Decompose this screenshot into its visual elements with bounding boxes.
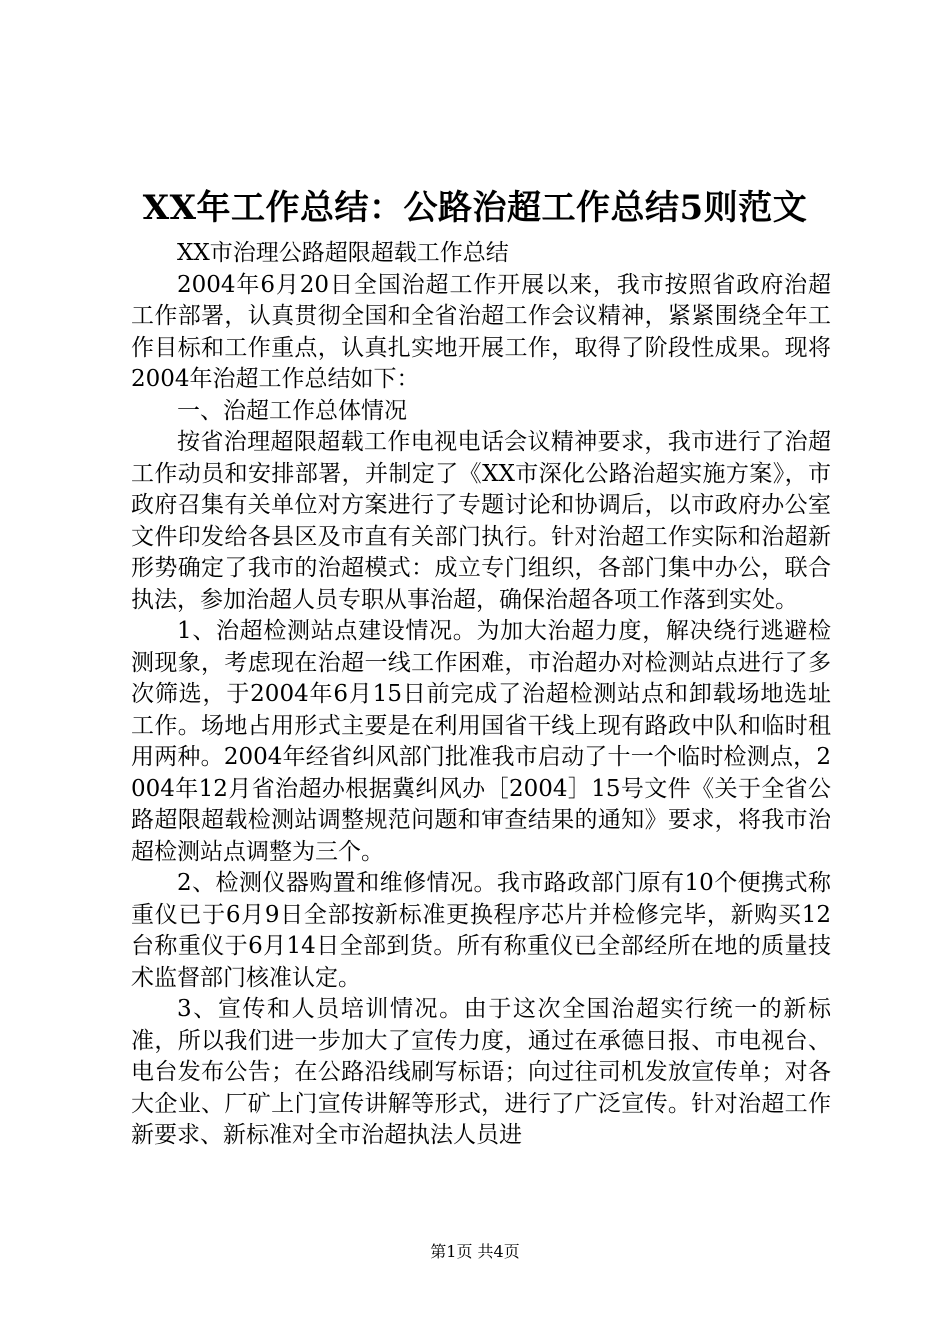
body-paragraph: 1、治超检测站点建设情况。为加大治超力度，解决绕行逃避检测现象，考虑现在治超一线工作困难，市治超办对检测站点进行了多次筛选，于2004年6月15日前完成了治超检测站点和卸载场地选址工作。场地占用形式主要是在利用国省干线上现有路政中队和临时租用两种。2004年经省纠风部门批准我市启动了十一个临时检测点，2004年12月省治超办根据冀纠风办［2004］15号文件《关于全省公路超限超载检测站调整规范问题和审查结果的通知》要求，将我市治超检测站点调整为三个。 — [131, 618, 831, 865]
document-title: XX年工作总结：公路治超工作总结5则范文 — [142, 188, 808, 228]
body-paragraph: 按省治理超限超载工作电视电话会议精神要求，我市进行了治超工作动员和安排部署，并制定了《XX市深化公路治超实施方案》，市政府召集有关单位对方案进行了专题讨论和协调后，以市政府办公室文件印发给各县区及市直有关部门执行。针对治超工作实际和治超新形势确定了我市的治超模式：成立专门组织，各部门集中办公，联合执法，参加治超人员专职从事治超，确保治超各项工作落到实处。 — [131, 429, 831, 613]
section-heading: 一、治超工作总体情况 — [177, 397, 407, 424]
page-number: 第1页 共4页 — [430, 1242, 520, 1261]
intro-paragraph: 2004年6月20日全国治超工作开展以来，我市按照省政府治超工作部署，认真贯彻全国和全省治超工作会议精神，紧紧围绕全年工作目标和工作重点，认真扎实地开展工作，取得了阶段性成果。现将2004年治超工作总结如下： — [131, 271, 831, 392]
body-paragraph: 3、宣传和人员培训情况。由于这次全国治超实行统一的新标准，所以我们进一步加大了宣传力度，通过在承德日报、市电视台、电台发布公告；在公路沿线刷写标语；向过往司机发放宣传单；对各大企业、厂矿上门宣传讲解等形式，进行了广泛宣传。针对治超工作新要求、新标准对全市治超执法人员进 — [131, 996, 831, 1148]
section-subtitle: XX市治理公路超限超载工作总结 — [177, 240, 509, 266]
body-paragraph: 2、检测仪器购置和维修情况。我市路政部门原有10个便携式称重仪已于6月9日全部按新标准更换程序芯片并检修完毕，新购买12台称重仪于6月14日全部到货。所有称重仪已全部经所在地的质量技术监督部门核准认定。 — [131, 870, 831, 991]
document-body — [131, 238, 831, 1152]
